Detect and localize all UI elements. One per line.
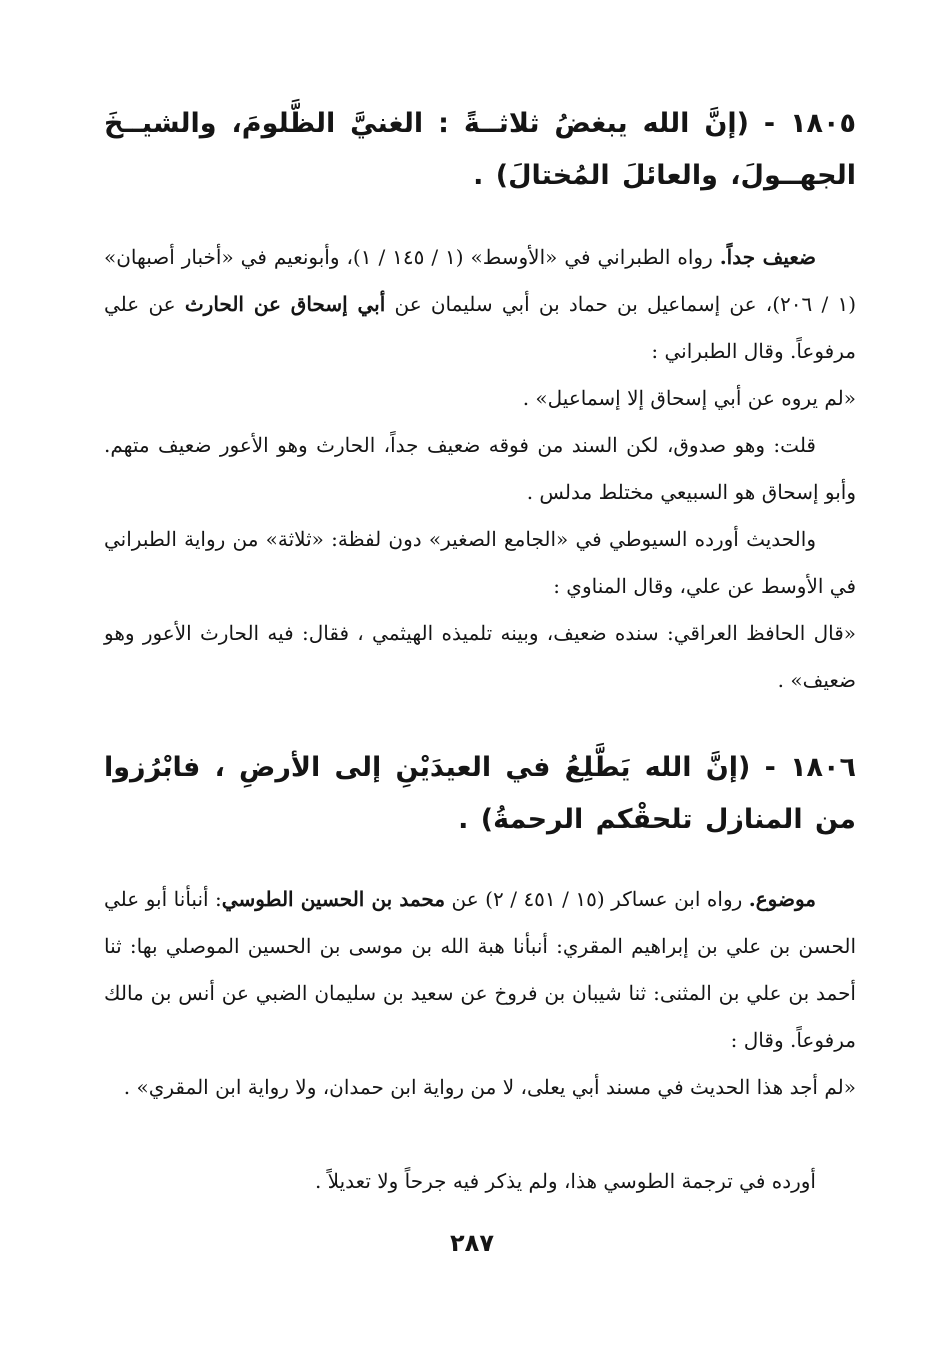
hadith-1806-quote: «لم أجد هذا الحديث في مسند أبي يعلى، لا من رواية ابن حمدان، ولا رواية ابن المقري» . (123, 1075, 856, 1099)
hadith-1805-suyuti: والحديث أورده السيوطي في «الجامع الصغير» دون لفظة: «ثلاثة» من رواية الطبراني في الأوسط عن علي، وقال المناوي : (104, 527, 856, 598)
hadith-1805-takhrij (104, 234, 856, 375)
hadith-1806-narrator: محمد بن الحسين الطوسي (221, 887, 446, 911)
hadith-1806-takhrij (104, 876, 856, 1064)
hadith-1805-narrator: أبي إسحاق عن الحارث (184, 292, 386, 316)
hadith-1806-takhrij-part2: : أنبأنا أبو علي الحسن بن علي بن إبراهيم المقري: أنبأنا هبة الله بن موسى بن الحسين الموصلي بها: ثنا أحمد بن علي بن المثنى: ثنا شيبان بن فروخ عن سعيد بن سليمان الضبي عن أنس بن مالك مرفوعاً. وقال : (104, 887, 856, 1052)
hadith-1806-heading: ١٨٠٦ - (إنَّ الله يَطَّلِعُ في العيدَيْنِ إلى الأرضِ ، فابْرُزوا من المنازل تلحقْكم الرحمةُ) . (104, 752, 856, 835)
hadith-1805-comment: قلت: وهو صدوق، لكن السند من فوقه ضعيف جداً، الحارث وهو الأعور ضعيف متهم. وأبو إسحاق هو السبيعي مختلط مدلس . (104, 433, 856, 504)
hadith-1806-takhrij-part1: رواه ابن عساكر (١٥ / ٤٥١ / ٢) عن (445, 887, 749, 911)
hadith-1805-heading: ١٨٠٥ - (إنَّ الله يبغضُ ثلاثــةً : الغنيَّ الظَّلومَ، والشيــخَ الجهــولَ، والعائلَ المُختالَ) . (104, 108, 856, 191)
hadith-1806-note: أورده في ترجمة الطوسي هذا، ولم يذكر فيه جرحاً ولا تعديلاً . (314, 1169, 816, 1193)
hadith-1805-grading: ضعيف جداً. (719, 245, 817, 269)
hadith-1805-takhrij-part2: عن علي مرفوعاً. وقال الطبراني : (104, 292, 856, 363)
hadith-1805-tabarani-quote: «لم يروه عن أبي إسحاق إلا إسماعيل» . (522, 386, 856, 410)
hadith-1806-grading: موضوع. (748, 887, 817, 911)
hadith-1805-takhrij-part1: رواه الطبراني في «الأوسط» (١ / ١٤٥ / ١)، وأبونعيم في «أخبار أصبهان» (١ / ٢٠٦)، عن إسماعيل بن حماد بن أبي سليمان عن (104, 245, 856, 316)
hadith-1805-munawi-quote: «قال الحافظ العراقي: سنده ضعيف، وبينه تلميذه الهيثمي ، فقال: فيه الحارث الأعور وهو ضعيف» . (104, 621, 856, 692)
page-number: ٢٨٧ (450, 1229, 494, 1257)
